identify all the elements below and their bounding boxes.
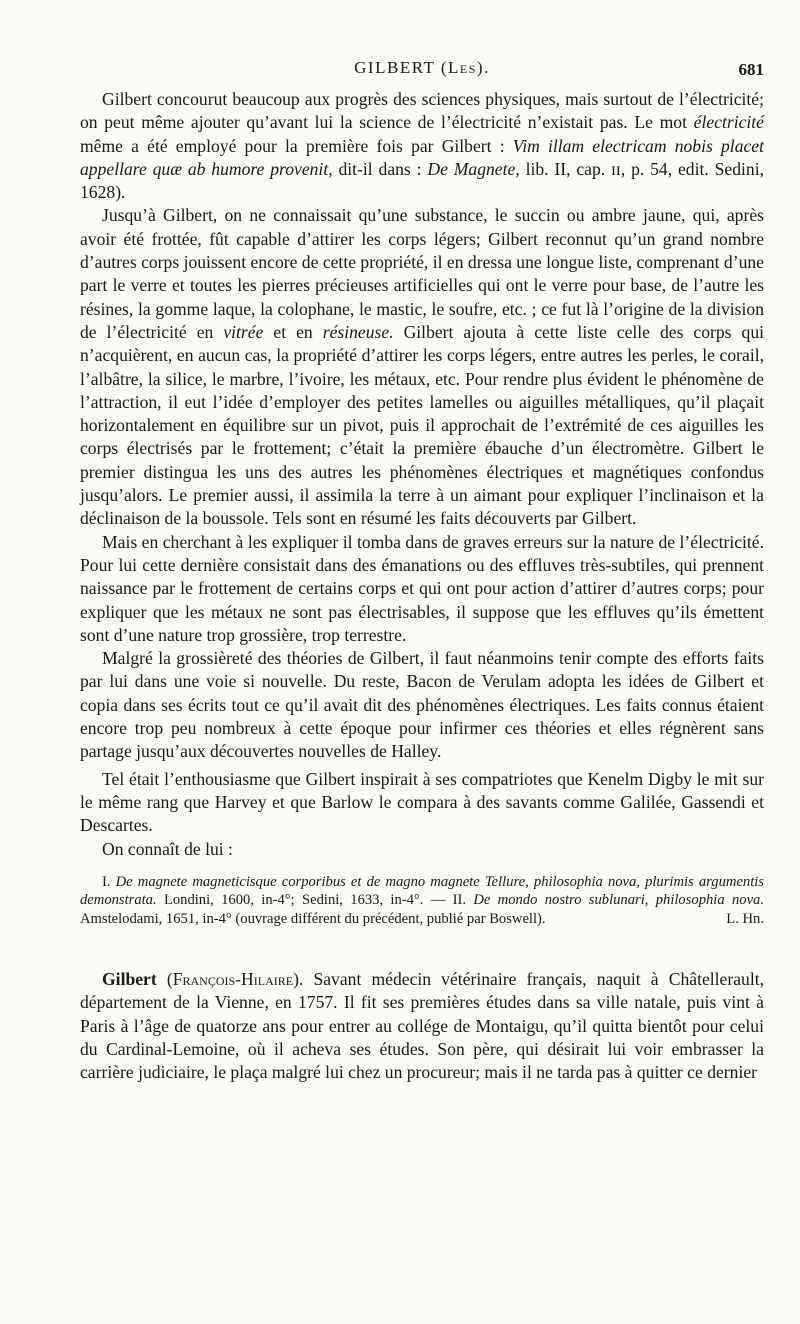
paragraph-1 — [80, 88, 764, 204]
italic-run: De Magnete, — [427, 158, 520, 179]
italic-run: résineuse. — [322, 321, 394, 342]
entry-headword: Gilbert — [102, 969, 157, 990]
paragraph-2 — [80, 204, 764, 530]
running-title — [80, 58, 764, 78]
text-run: lib. II, cap. ɪɪ, p. 54, edit. Sedini, 1628). — [80, 158, 764, 203]
page-header — [80, 58, 764, 88]
text-run: même a été employé pour la première fois par Gilbert : — [80, 135, 513, 156]
note-author: L. Hn. — [726, 910, 764, 927]
text-run: Gilbert ajouta à cette liste celle des corps qui n’acquièrent, en aucun cas, la propriété d’attirer les corps légers, entre autres les perles, le corail, l’albâtre, la silice, le marbre, l’ivoire, les métaux, etc. Pour rendre plus évident le phénomène de l’attraction, il eut l’idée d’employer des petites lamelles ou aiguilles métalliques, qu’il plaçait horizontalement en équilibre sur un pivot, puis il approchait de l’extrémité de ces aiguilles les corps électrisés par le frottement; c’était la première ébauche d’un électromètre. Gilbert le premier distingua les uns des autres les phénomènes électriques et magnétiques confondus jusqu’alors. Le premier aussi, il assimila la terre à un aimant pour expliquer l’inclinaison et la déclinaison de la boussole. Tels sont en résumé les faits découverts par Gilbert. — [80, 321, 765, 529]
text-run: Amstelodami, 1651, in-4° (ouvrage différent du précédent, publié par Boswell). — [80, 910, 546, 927]
italic-run: Vim illam electricam nobis placet appellare quæ ab humore provenit, — [80, 135, 764, 179]
paragraph-5: Tel était l’enthousiasme que Gilbert inspirait à ses compatriotes que Kenelm Digby le mit sur le même rang que Harvey et que Barlow le compara à des savants comme Galilée, Gassendi et Descartes. — [80, 768, 764, 836]
next-entry — [80, 968, 764, 1084]
running-title-main: GILBERT (L — [354, 58, 460, 77]
entry-text: Savant médecin vétérinaire français, naquit à Châtellerault, département de la Vienne, en 1757. Il fit ses premières études dans sa ville natale, puis vint à Paris à l’âge de quatorze ans pour entrer au collége de Montaigu, qu’il quitta bientôt pour celui du Cardinal-Lemoine, où il acheva ses études. Son père, qui désirait lui voir embrasser la carrière judiciaire, le plaça malgré lui chez un procureur; mais il ne tarda pas à quitter ce dernier — [80, 969, 764, 1083]
entry-paragraph — [80, 968, 764, 1084]
italic-run: De mondo nostro sublunari, philosophia nova. — [473, 892, 764, 909]
note-text — [80, 873, 764, 928]
bibliography-note — [80, 873, 764, 928]
running-title-end: ). — [476, 58, 490, 77]
paragraph-3: Mais en cherchant à les expliquer il tomba dans de graves erreurs sur la nature de l’électricité. Pour lui cette dernière consistait dans des émanations ou des effluves très-subtiles, qui prennent naissance par le frottement de certains corps et qui ont pour action d’attirer d’autres corps; pour expliquer que les métaux ne sont pas électrisables, il suppose que les effluves qu’ils émettent sont d’une nature trop grossière, trop terrestre. — [80, 531, 764, 645]
article-body — [80, 88, 764, 861]
paragraph-4: Malgré la grossièreté des théories de Gilbert, il faut néanmoins tenir compte des efforts faits par lui dans une voie si nouvelle. Du reste, Bacon de Verulam adopta les idées de Gilbert et copia dans ses écrits tout ce qu’il avait dit des phénomènes électriques. Les faits connus étaient encore trop peu nombreux à cette époque pour infirmer ces théories et elles régnèrent sans partage jusqu’aux découvertes nouvelles de Halley. — [80, 648, 764, 762]
text-run: ( — [156, 969, 173, 990]
text-run: dit-il dans : — [332, 158, 428, 179]
note-number: I. — [102, 873, 116, 890]
text-run: ). — [293, 969, 304, 990]
page-number: 681 — [738, 60, 764, 79]
text-run: Gilbert concourut beaucoup aux progrès des sciences physiques, mais surtout de l’électricité; on peut même ajouter qu’avant lui la science de l’électricité n’existait pas. Le mot — [80, 89, 764, 133]
running-title-smallcaps: es — [459, 58, 477, 77]
paragraph-6: On connaît de lui : — [102, 838, 233, 859]
italic-run: électricité — [693, 112, 764, 133]
entry-given-names: François-Hilaire — [172, 969, 294, 990]
text-run: Londini, 1600, in-4°; Sedini, 1633, in-4°. — II. — [156, 892, 474, 909]
italic-run: vitrée — [223, 321, 264, 342]
text-run: Jusqu’à Gilbert, on ne connaissait qu’une substance, le succin ou ambre jaune, qui, après avoir été frottée, fût capable d’attirer les corps légers; Gilbert reconnut qu’un grand nombre d’autres corps jouissent encore de cette propriété, il en dressa une longue liste, comprenant d’une part le verre et toutes les pierres précieuses artificielles qui ont le verre pour base, de l’autre les résines, la gomme laque, la colophane, le mastic, le soufre, etc. ; ce fut là l’origine de la division de l’électricité en — [80, 205, 764, 342]
text-run: et en — [263, 321, 323, 342]
italic-run: De magnete magneticisque corporibus et de magno magnete Tellure, philosophia nova, plurimis argumentis demonstrata. — [80, 873, 764, 909]
